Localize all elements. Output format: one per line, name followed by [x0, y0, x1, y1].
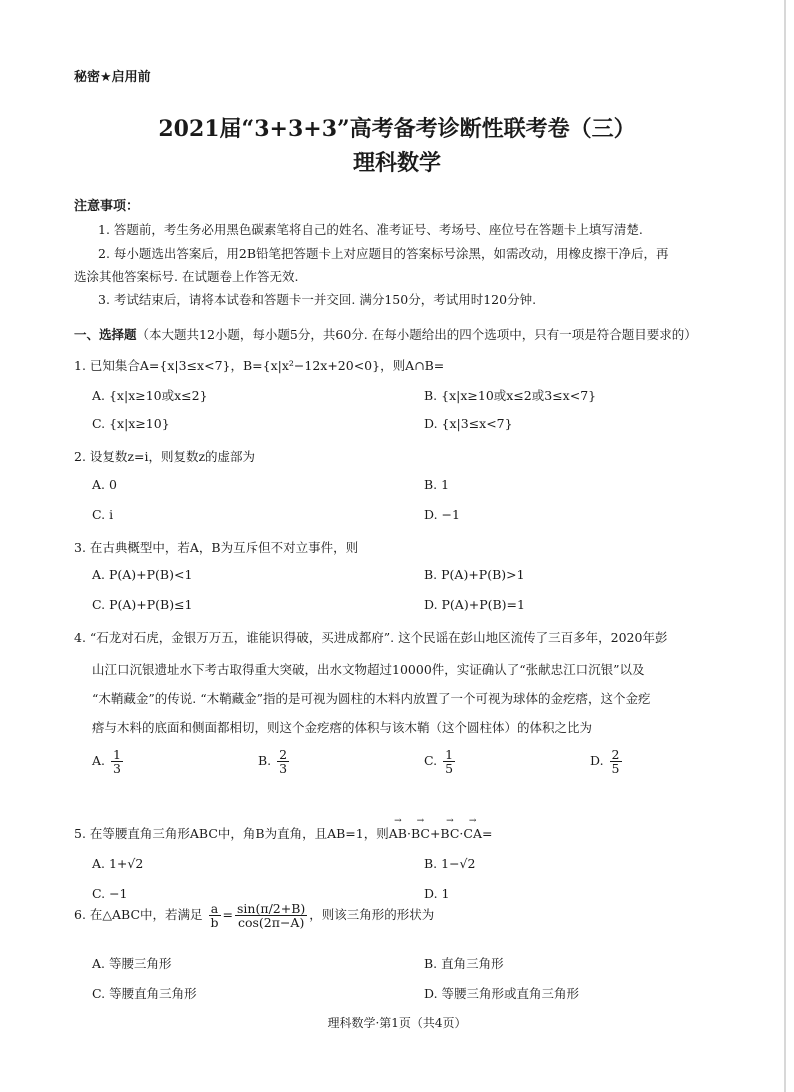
q4-line-3: “木鞘藏金”的传说. “木鞘藏金”指的是可视为圆柱的木料内放置了一个可视为球体的金疙瘩，这个金疙 [92, 691, 651, 706]
q6-lhs-fraction [209, 902, 221, 929]
q1-stem: 1. 已知集合A={x|3≤x<7}，B={x|x²−12x+20<0}，则A∩B= [74, 358, 445, 373]
q6-stem-tail: ，则该三角形的形状为 [309, 907, 435, 923]
q3-option-b: B. P(A)+P(B)>1 [424, 567, 525, 582]
plus-operator: + [429, 826, 441, 841]
dot-operator-2: · [459, 826, 464, 841]
fraction-denominator: 3 [113, 761, 121, 777]
vector-bc: → BC [411, 826, 430, 841]
q3-option-a: A. P(A)+P(B)<1 [92, 567, 193, 582]
fraction-numerator: 2 [611, 747, 620, 762]
q6-rhs-fraction [235, 902, 307, 929]
fraction-numerator: sin(π/2+B) [237, 901, 306, 916]
q2-stem: 2. 设复数z=i，则复数z的虚部为 [74, 449, 256, 464]
fraction-denominator: 5 [445, 761, 454, 777]
q5-stem-text: 5. 在等腰直角三角形ABC中，角B为直角，且AB=1，则 [74, 826, 389, 841]
secret-label: 秘密★启用前 [74, 70, 151, 85]
q4-option-b-label: B. [258, 753, 272, 769]
q4-option-a-label: A. [92, 753, 106, 769]
q4-option-c-fraction [443, 748, 455, 775]
q2-option-a: A. 0 [92, 477, 117, 492]
fraction-denominator: 3 [279, 761, 288, 777]
q4-line-4: 瘩与木料的底面和侧面都相切，则这个金疙瘩的体积与该木鞘（这个圆柱体）的体积之比为 [92, 720, 593, 735]
q4-option-d-fraction [610, 748, 622, 775]
q5-option-b: B. 1−√2 [424, 856, 476, 871]
q4-option-c [424, 748, 457, 775]
notice-item-3: 3. 考试结束后，请将本试卷和答题卡一并交回. 满分150分，考试用时120分钟. [98, 292, 537, 307]
q1-option-c: C. {x|x≥10} [92, 416, 170, 431]
q1-option-b: B. {x|x≥10或x≤2或3≤x<7} [424, 388, 597, 403]
notice-heading: 注意事项： [74, 199, 140, 214]
equals-sign: = [481, 826, 493, 841]
q4-option-b [258, 748, 291, 775]
fraction-numerator: 2 [279, 747, 288, 762]
q4-option-d-label: D. [590, 753, 604, 769]
q6-option-a: A. 等腰三角形 [92, 956, 172, 971]
section-label: 一、选择题 [74, 327, 137, 342]
fraction-numerator: 1 [113, 747, 121, 762]
q6-stem-text: 6. 在△ABC中，若满足 [74, 907, 203, 923]
q2-option-b: B. 1 [424, 477, 450, 492]
fraction-numerator: a [209, 902, 221, 916]
q1-option-a: A. {x|x≥10或x≤2} [92, 388, 208, 403]
notice-item-2: 2. 每小题选出答案后，用2B铅笔把答题卡上对应题目的答案标号涂黑，如需改动，用橡皮擦干净后，再 [98, 246, 669, 261]
q6-option-d: D. 等腰三角形或直角三角形 [424, 986, 580, 1001]
notice-item-2-cont: 选涂其他答案标号. 在试题卷上作答无效. [74, 269, 299, 284]
vector-ab: → AB [389, 826, 407, 841]
exam-title: 2021届“3+3+3”高考备考诊断性联考卷（三） [158, 116, 636, 142]
q4-option-c-label: C. [424, 753, 438, 769]
q3-option-c: C. P(A)+P(B)≤1 [92, 597, 193, 612]
equals-sign: = [222, 907, 234, 923]
q4-option-a-fraction [111, 748, 123, 775]
q2-option-d: D. −1 [424, 507, 460, 522]
q3-stem: 3. 在古典概型中，若A，B为互斥但不对立事件，则 [74, 540, 359, 555]
q4-option-a [92, 748, 125, 775]
page-footer: 理科数学·第1页（共4页） [327, 1016, 467, 1030]
q5-option-a: A. 1+√2 [92, 856, 144, 871]
q4-option-d [590, 748, 624, 775]
fraction-denominator: b [210, 915, 219, 931]
section-desc: （本大题共12小题，每小题5分，共60分. 在每小题给出的四个选项中，只有一项是符合题目要求的） [136, 327, 697, 342]
q6-option-c: C. 等腰直角三角形 [92, 986, 197, 1001]
dot-operator: · [406, 826, 411, 841]
fraction-denominator: cos(2π−A) [237, 915, 305, 931]
q6-stem [74, 902, 434, 929]
q4-line-2: 山江口沉银遗址水下考古取得重大突破，出水文物超过10000件，实证确认了“张献忠江口沉银”以及 [92, 662, 645, 677]
q5-option-d: D. 1 [424, 886, 450, 901]
q4-line-1: 4. “石龙对石虎，金银万万五，谁能识得破，买进成都府”. 这个民谣在彭山地区流传了三百多年，2020年彭 [74, 630, 668, 645]
q5-option-c: C. −1 [92, 886, 128, 901]
fraction-denominator: 5 [611, 761, 620, 777]
section-heading [74, 325, 697, 343]
q4-option-b-fraction [277, 748, 289, 775]
q2-option-c: C. i [92, 507, 114, 522]
q1-option-d: D. {x|3≤x<7} [424, 416, 513, 431]
q5-stem [74, 824, 492, 842]
q6-option-b: B. 直角三角形 [424, 956, 504, 971]
vector-ca: → CA [463, 826, 482, 841]
exam-subject: 理科数学 [352, 150, 441, 176]
notice-item-1: 1. 答题前，考生务必用黑色碳素笔将自己的姓名、准考证号、考场号、座位号在答题卡上填写清楚. [98, 222, 643, 237]
fraction-numerator: 1 [445, 747, 454, 762]
q3-option-d: D. P(A)+P(B)=1 [424, 597, 525, 612]
vector-bc-2: → BC [440, 826, 459, 841]
